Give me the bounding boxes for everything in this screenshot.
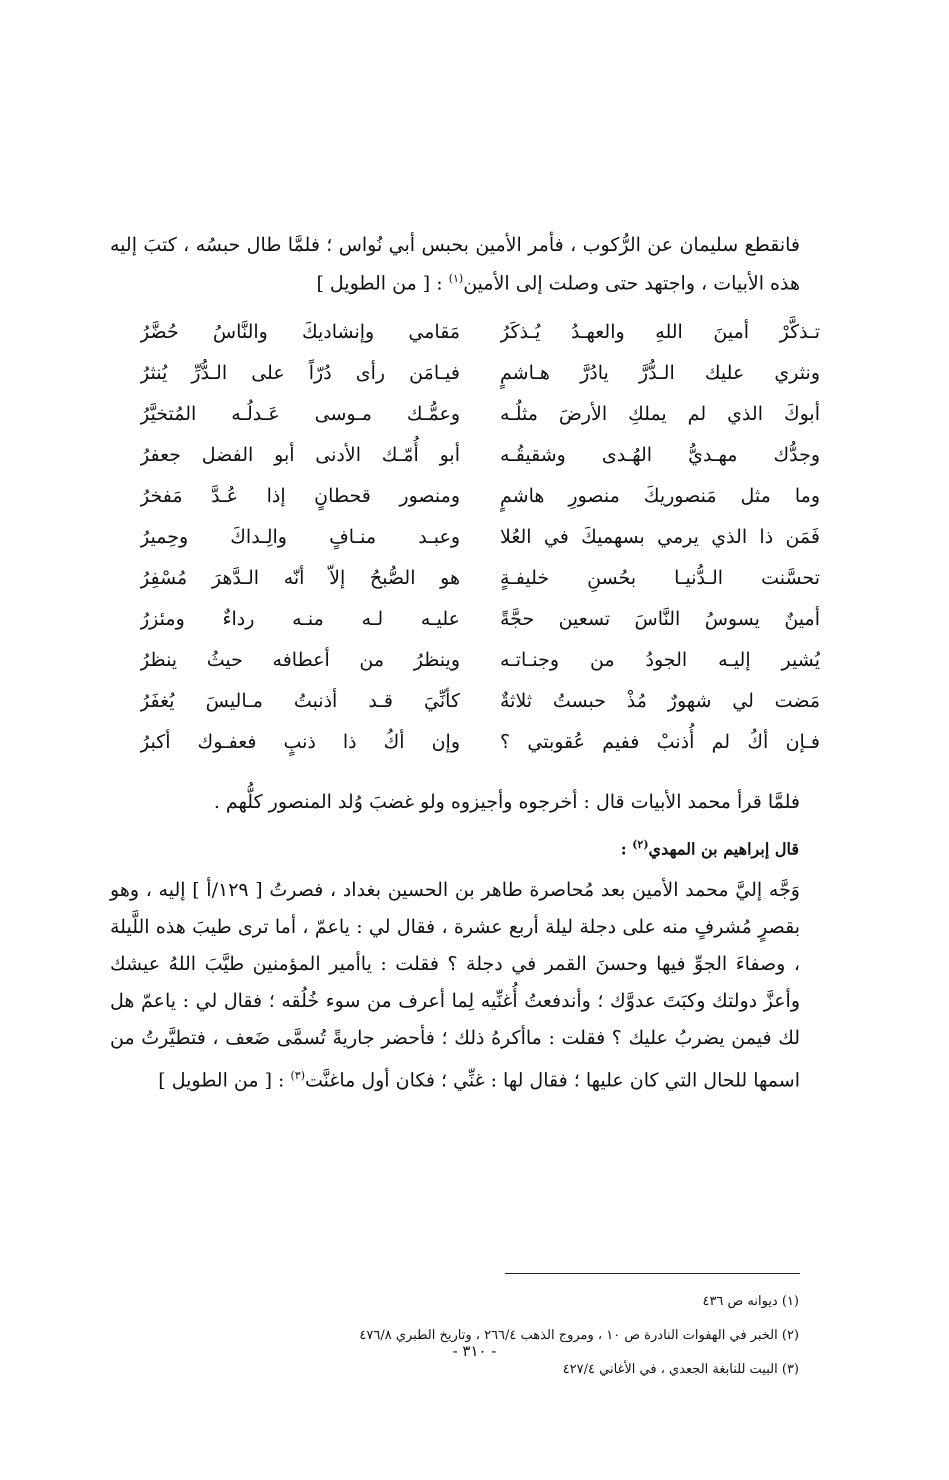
verse-second-hemistich: وعبـد منـافٍ والِـداكَ وحِميرُ [140,526,460,548]
verse-second-hemistich: وإن أكُ ذا ذنبٍ فعفـوك أكبرُ [140,731,460,753]
verse-second-hemistich: وينظرُ من أعطافه حيثُ ينظرُ [140,649,460,671]
verse-line [140,558,820,599]
verse-second-hemistich: وعمُّـك مـوسى عَـدلُـه المُتخيَّرُ [140,403,460,425]
verse-line [140,312,820,353]
footnote: (٢) الخبر في الهفوات النادرة ص ١٠ ، ومروج الذهب ٢٦٦/٤ ، وتاريخ الطبري ٤٧٦/٨ [359,1328,799,1343]
footnote-ref-1[interactable]: (١) [448,272,464,285]
intro-paragraph [110,228,800,300]
verse-first-hemistich: تحسَّنت الـدُّنيـا بحُسنِ خليفـةٍ [500,567,820,589]
intro-text: فانقطع سليمان عن الرُّكوب ، فأمر الأمين بحبس أبي نُواس ؛ فلمَّا طال حبسُه ، كتبَ إليه هذه الأبيات ، واجتهد حتى وصلت إلى الأمين [110,234,800,295]
footnote-divider [505,1273,800,1274]
verse-first-hemistich: أمينٌ يسوسُ النَّاسَ تسعين حجَّةً [500,608,820,630]
footnotes [199,1285,799,1387]
verse-second-hemistich: مَقامي وإنشاديكَ والنَّاسُ حُضَّرُ [140,321,460,343]
narrative-text: وَجَّه إليَّ محمد الأمين بعد مُحاصرة طاهر بن الحسين بغداد ، فصرتُ [ ١٢٩/أ ] إليه ، وهو بقصرٍ مُشرفٍ منه على دجلة ليلة أربع عشرة ، فقال لي : ياعمّ ، أما ترى طيبَ هذه اللَّيلة ، وصفاءَ الجوِّ فيها وحسنَ القمر في دجلة ؟ فقلت : ياأمير المؤمنين طيَّبَ اللهُ عيشك وأعزَّ دولتك وكبَتَ عدوَّك ؛ وأندفعتُ أُغنِّيه لِما أعرف من سوء خُلُقه ؛ فقال لي : ياعمّ هل لك فيمن يضربُ عليك ؟ فقلت : ماأكرهُ ذلك ؛ فأحضر جاريةً تُسمَّى ضَعف ، فتطيَّرتُ من اسمها للحال التي كان عليها ؛ فقال لها : غنِّي ؛ فكان أول ماغنَّت [110,879,800,1092]
meter-label: : [ من الطويل ] [316,272,449,295]
verse-first-hemistich: مَضت لي شهورٌ مُذْ حبستُ ثلاثةٌ [500,690,820,712]
verse-second-hemistich: كأنِّيَ قـد أذنبتُ مـاليسَ يُغفَرُ [140,690,460,712]
verse-line [140,640,820,681]
verse-second-hemistich: هو الصُّبحُ إلاّ أنّه الـدَّهرَ مُسْفِرُ [140,567,460,589]
verse-first-hemistich: أبوكَ الذي لم يملكِ الأرضَ مثلُـه [500,403,820,425]
footnote: (٣) البيت للنابغة الجعدي ، في الأغاني ٤٢٧/٤ [562,1362,799,1377]
after-verses-paragraph: فلمَّا قرأ محمد الأبيات قال : أخرجوه وأجيزوه ولو غضبَ وُلد المنصور كلُّهم . [213,791,800,813]
heading-text: قال إبراهيم بن المهدي [648,839,799,859]
verse-first-hemistich: فَمَن ذا الذي يرمي بسهميكَ في العُلا [500,526,820,548]
verse-second-hemistich: فيـامَن رأى دُرّاً على الـدُّرِّ يُنثرُ [140,362,460,384]
meter-label: : [ من الطويل ] [158,1069,291,1092]
verse-line [140,517,820,558]
verse-line [140,722,820,763]
verse-line [140,476,820,517]
heading-colon: : [620,839,633,859]
footnote-ref-2[interactable]: (٢) [632,838,649,851]
verse-first-hemistich: وما مثل مَنصوريكَ منصورِ هاشمٍ [500,485,820,507]
section-heading [621,838,799,858]
verse-first-hemistich: وجدُّك مهـديُّ الهُـدى وشقيقُـه [500,444,820,466]
poem [140,312,820,763]
verse-line [140,353,820,394]
footnote: (١) ديوانه ص ٤٣٦ [702,1294,799,1309]
verse-first-hemistich: يُشير إليـه الجودُ من وجنـاتـه [500,649,820,671]
verse-second-hemistich: عليـه لـه منـه رداءٌ ومئزرُ [140,608,460,630]
verse-first-hemistich: تـذكَّرْ أمينَ اللهِ والعهـدُ يُـذكَرُ [500,321,820,343]
page-number: - ٣١٠ - [452,1342,497,1360]
verse-line [140,394,820,435]
narrative-paragraph [110,872,800,1099]
verse-second-hemistich: ومنصور قحطانٍ إذا عُـدَّ مَفخرُ [140,485,460,507]
verse-line [140,599,820,640]
verse-line [140,435,820,476]
verse-line [140,681,820,722]
verse-second-hemistich: أبو أُمّـك الأدنى أبو الفضل جعفرُ [140,444,460,466]
verse-first-hemistich: ونثري عليك الـدُّرَّ يادُرَّ هـاشمٍ [500,362,820,384]
footnote-ref-3[interactable]: (٣) [290,1069,305,1082]
verse-first-hemistich: فـإن أكُ لم أُذنبْ ففيم عُقوبتي ؟ [500,731,820,753]
